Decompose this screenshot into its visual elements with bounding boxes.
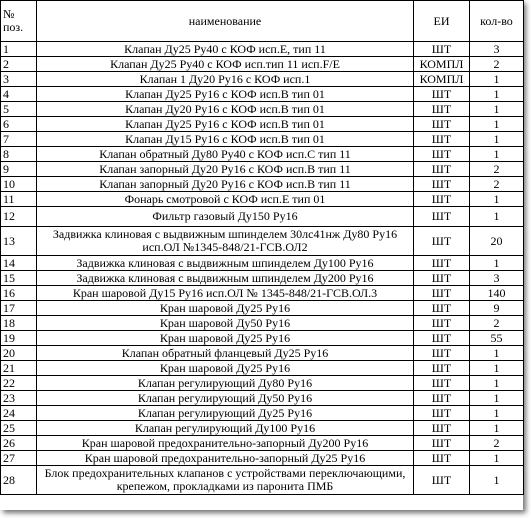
cell-ei: КОМПЛ: [414, 57, 470, 72]
cell-qty: 1: [470, 391, 524, 406]
cell-qty: 1: [470, 466, 524, 495]
cell-qty: 1: [470, 72, 524, 87]
cell-name: Клапан регулирующий Ду50 Ру16: [37, 391, 414, 406]
cell-ei: ШТ: [414, 132, 470, 147]
cell-name: Клапан регулирующий Ду25 Ру16: [37, 406, 414, 421]
cell-ei: КОМПЛ: [414, 72, 470, 87]
cell-qty: 3: [470, 271, 524, 286]
cell-ei: ШТ: [414, 227, 470, 256]
cell-name: Фильтр газовый Ду150 Ру16: [37, 207, 414, 227]
cell-qty: 2: [470, 316, 524, 331]
cell-name: Кран шаровой предохранительно-запорный Ду200 Ру16: [37, 436, 414, 451]
cell-num: 20: [1, 346, 37, 361]
cell-name: Клапан запорный Ду20 Ру16 с КОФ исп.В тип 11: [37, 162, 414, 177]
table-row: [1, 57, 524, 72]
table-row: [1, 87, 524, 102]
cell-num: 21: [1, 361, 37, 376]
cell-num: 17: [1, 301, 37, 316]
cell-name: Клапан обратный фланцевый Ду25 Ру16: [37, 346, 414, 361]
table-row: [1, 421, 524, 436]
table-row: [1, 132, 524, 147]
cell-qty: 55: [470, 331, 524, 346]
cell-num: 1: [1, 42, 37, 57]
cell-qty: 1: [470, 256, 524, 271]
header-name: наименование: [37, 1, 414, 42]
cell-ei: ШТ: [414, 147, 470, 162]
cell-name: Фонарь смотровой с КОФ исп.Е тип 01: [37, 192, 414, 207]
cell-num: 4: [1, 87, 37, 102]
cell-qty: 140: [470, 286, 524, 301]
cell-name: Кран шаровой Ду25 Ру16: [37, 331, 414, 346]
cell-ei: ШТ: [414, 466, 470, 495]
cell-ei: ШТ: [414, 331, 470, 346]
cell-qty: 1: [470, 361, 524, 376]
cell-num: 27: [1, 451, 37, 466]
table-row: [1, 406, 524, 421]
cell-name: Клапан регулирующий Ду100 Ру16: [37, 421, 414, 436]
cell-ei: ШТ: [414, 256, 470, 271]
cell-name: Клапан Ду15 Ру16 с КОФ исп.В тип 01: [37, 132, 414, 147]
table-row: [1, 316, 524, 331]
table-row: [1, 162, 524, 177]
cell-num: 10: [1, 177, 37, 192]
cell-num: 7: [1, 132, 37, 147]
cell-num: 2: [1, 57, 37, 72]
cell-name: Кран шаровой Ду50 Ру16: [37, 316, 414, 331]
cell-ei: ШТ: [414, 271, 470, 286]
cell-qty: 2: [470, 436, 524, 451]
cell-qty: 2: [470, 162, 524, 177]
header-ei: ЕИ: [414, 1, 470, 42]
cell-name: Кран шаровой предохранительно-запорный Ду25 Ру16: [37, 451, 414, 466]
cell-num: 28: [1, 466, 37, 495]
table-body: [1, 42, 524, 495]
cell-num: 6: [1, 117, 37, 132]
cell-ei: ШТ: [414, 117, 470, 132]
cell-name: Кран шаровой Ду25 Ру16: [37, 361, 414, 376]
header-num: № поз.: [1, 1, 37, 42]
table-row: [1, 227, 524, 256]
cell-ei: ШТ: [414, 316, 470, 331]
table-row: [1, 436, 524, 451]
cell-name: Задвижка клиновая с выдвижным шпинделем Ду200 Ру16: [37, 271, 414, 286]
header-qty: кол-во: [470, 1, 524, 42]
table-row: [1, 376, 524, 391]
table-row: [1, 301, 524, 316]
cell-ei: ШТ: [414, 391, 470, 406]
cell-ei: ШТ: [414, 286, 470, 301]
cell-name: Клапан Ду25 Ру16 с КОФ исп.В тип 01: [37, 117, 414, 132]
cell-num: 8: [1, 147, 37, 162]
cell-ei: ШТ: [414, 451, 470, 466]
table-row: [1, 72, 524, 87]
cell-name: Задвижка клиновая с выдвижным шпинделем Ду100 Ру16: [37, 256, 414, 271]
cell-qty: 2: [470, 57, 524, 72]
table-row: [1, 346, 524, 361]
cell-num: 16: [1, 286, 37, 301]
table-row: [1, 271, 524, 286]
cell-qty: 2: [470, 177, 524, 192]
table-row: [1, 192, 524, 207]
table-row: [1, 102, 524, 117]
table-row: [1, 256, 524, 271]
table-row: [1, 207, 524, 227]
cell-qty: 1: [470, 421, 524, 436]
table-row: [1, 286, 524, 301]
table-row: [1, 451, 524, 466]
cell-ei: ШТ: [414, 301, 470, 316]
cell-num: 5: [1, 102, 37, 117]
cell-ei: ШТ: [414, 361, 470, 376]
table-row: [1, 177, 524, 192]
cell-qty: 9: [470, 301, 524, 316]
cell-ei: ШТ: [414, 436, 470, 451]
cell-name: Клапан Ду25 Ру40 с КОФ исп.тип 11 исп.F/E: [37, 57, 414, 72]
cell-num: 14: [1, 256, 37, 271]
cell-qty: 1: [470, 147, 524, 162]
cell-ei: ШТ: [414, 376, 470, 391]
table-row: [1, 117, 524, 132]
cell-ei: ШТ: [414, 192, 470, 207]
cell-name: Клапан обратный Ду80 Ру40 с КОФ исп.С тип 11: [37, 147, 414, 162]
cell-ei: ШТ: [414, 207, 470, 227]
cell-qty: 1: [470, 87, 524, 102]
cell-ei: ШТ: [414, 406, 470, 421]
cell-ei: ШТ: [414, 87, 470, 102]
cell-name: Клапан Ду25 Ру40 с КОФ исп.Е, тип 11: [37, 42, 414, 57]
cell-qty: 1: [470, 451, 524, 466]
cell-qty: 1: [470, 102, 524, 117]
cell-qty: 1: [470, 346, 524, 361]
cell-qty: 1: [470, 132, 524, 147]
cell-qty: 1: [470, 406, 524, 421]
cell-qty: 1: [470, 207, 524, 227]
cell-name: Блок предохранительных клапанов с устройствами переключающими, крепежом, прокладками из паронита ПМБ: [37, 466, 414, 495]
cell-num: 22: [1, 376, 37, 391]
cell-num: 26: [1, 436, 37, 451]
cell-ei: ШТ: [414, 102, 470, 117]
cell-ei: ШТ: [414, 177, 470, 192]
cell-num: 24: [1, 406, 37, 421]
cell-name: Клапан Ду20 Ру16 с КОФ исп.В тип 01: [37, 102, 414, 117]
cell-name: Клапан 1 Ду20 Ру16 с КОФ исп.1: [37, 72, 414, 87]
cell-num: 19: [1, 331, 37, 346]
cell-ei: ШТ: [414, 346, 470, 361]
cell-ei: ШТ: [414, 162, 470, 177]
table-row: [1, 42, 524, 57]
cell-num: 15: [1, 271, 37, 286]
cell-num: 3: [1, 72, 37, 87]
header-row: [1, 1, 524, 42]
cell-name: Клапан регулирующий Ду80 Ру16: [37, 376, 414, 391]
table-row: [1, 466, 524, 495]
cell-qty: 1: [470, 192, 524, 207]
table-row: [1, 147, 524, 162]
cell-name: Клапан Ду25 Ру16 с КОФ исп.В тип 01: [37, 87, 414, 102]
cell-ei: ШТ: [414, 42, 470, 57]
table-row: [1, 331, 524, 346]
cell-qty: 20: [470, 227, 524, 256]
cell-qty: 1: [470, 117, 524, 132]
table-row: [1, 361, 524, 376]
table-row: [1, 391, 524, 406]
cell-name: Задвижка клиновая с выдвижным шпинделем 30лс41нж Ду80 Ру16 исп.ОЛ №1345-848/21-ГСВ.ОЛ2: [37, 227, 414, 256]
cell-num: 18: [1, 316, 37, 331]
cell-num: 11: [1, 192, 37, 207]
cell-name: Клапан запорный Ду20 Ру16 с КОФ исп.В тип 11: [37, 177, 414, 192]
cell-num: 13: [1, 227, 37, 256]
cell-qty: 3: [470, 42, 524, 57]
cell-num: 12: [1, 207, 37, 227]
cell-name: Кран шаровой Ду25 Ру16: [37, 301, 414, 316]
cell-ei: ШТ: [414, 421, 470, 436]
cell-num: 23: [1, 391, 37, 406]
cell-qty: 1: [470, 376, 524, 391]
cell-num: 9: [1, 162, 37, 177]
cell-num: 25: [1, 421, 37, 436]
cell-name: Кран шаровой Ду15 Ру16 исп.ОЛ № 1345-848/21-ГСВ.ОЛ.3: [37, 286, 414, 301]
